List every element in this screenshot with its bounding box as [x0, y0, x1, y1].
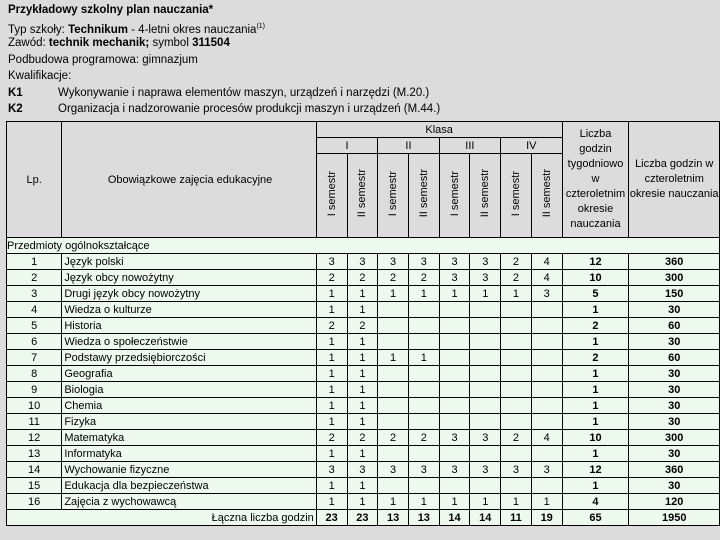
row-number: 6 [7, 334, 62, 350]
semester-total: 23 [347, 510, 378, 526]
curriculum-table [6, 121, 720, 526]
semester-hours: 3 [470, 462, 501, 478]
subject-name: Wiedza o społeczeństwie [62, 334, 316, 350]
semester-hours: 1 [439, 494, 470, 510]
semester-hours: 1 [316, 382, 347, 398]
total-hours: 60 [629, 350, 720, 366]
semester-hours [470, 446, 501, 462]
weekly-hours: 1 [562, 398, 629, 414]
semester-hours: 2 [408, 270, 439, 286]
semester-hours [408, 446, 439, 462]
semester-hours [439, 318, 470, 334]
semester-hours: 3 [439, 430, 470, 446]
row-number: 14 [7, 462, 62, 478]
semester-hours: 3 [439, 270, 470, 286]
semester-hours: 3 [439, 462, 470, 478]
semester-hours: 3 [470, 270, 501, 286]
semester-hours [408, 366, 439, 382]
total-hours: 30 [629, 398, 720, 414]
table-row [7, 494, 720, 510]
semester-hours [501, 398, 532, 414]
semester-hours [501, 446, 532, 462]
semester-hours: 2 [347, 270, 378, 286]
weekly-hours: 1 [562, 334, 629, 350]
class-header: II [378, 138, 439, 154]
semester-hours: 2 [347, 430, 378, 446]
semester-header: I semestr [439, 154, 470, 238]
semester-hours: 3 [470, 430, 501, 446]
semester-hours: 1 [408, 350, 439, 366]
class-header: I [316, 138, 377, 154]
semester-hours [470, 398, 501, 414]
semester-hours [439, 398, 470, 414]
semester-hours [439, 414, 470, 430]
semester-hours [439, 350, 470, 366]
semester-header: II semestr [531, 154, 562, 238]
row-number: 5 [7, 318, 62, 334]
grand-total: 1950 [629, 510, 720, 526]
semester-hours [531, 382, 562, 398]
total-hours: 30 [629, 446, 720, 462]
subject-name: Zajęcia z wychowawcą [62, 494, 316, 510]
qualifications-label: Kwalifikacje: [8, 70, 72, 82]
table-row [7, 350, 720, 366]
subject-name: Historia [62, 318, 316, 334]
semester-header: II semestr [470, 154, 501, 238]
row-number: 16 [7, 494, 62, 510]
semester-hours [501, 334, 532, 350]
weekly-hours: 1 [562, 478, 629, 494]
total-hours: 120 [629, 494, 720, 510]
semester-total: 11 [501, 510, 532, 526]
total-hours: 30 [629, 478, 720, 494]
row-number: 7 [7, 350, 62, 366]
semester-hours: 3 [316, 462, 347, 478]
row-number: 11 [7, 414, 62, 430]
semester-hours: 1 [408, 494, 439, 510]
semester-hours: 3 [347, 254, 378, 270]
row-number: 9 [7, 382, 62, 398]
subject-name: Fizyka [62, 414, 316, 430]
semester-hours [378, 446, 409, 462]
row-number: 13 [7, 446, 62, 462]
semester-hours: 1 [347, 302, 378, 318]
semester-hours [501, 366, 532, 382]
semester-hours [501, 414, 532, 430]
semester-hours: 1 [531, 494, 562, 510]
semester-hours: 2 [347, 318, 378, 334]
semester-hours [470, 334, 501, 350]
semester-hours: 1 [347, 398, 378, 414]
semester-hours: 1 [316, 334, 347, 350]
semester-hours [531, 302, 562, 318]
semester-header: I semestr [316, 154, 347, 238]
semester-hours [439, 382, 470, 398]
semester-hours: 1 [316, 302, 347, 318]
semester-hours: 1 [439, 286, 470, 302]
semester-total: 13 [378, 510, 409, 526]
semester-total: 23 [316, 510, 347, 526]
semester-hours: 1 [316, 478, 347, 494]
weekly-hours: 2 [562, 350, 629, 366]
semester-hours: 1 [316, 414, 347, 430]
semester-hours [501, 478, 532, 494]
total-row [7, 510, 720, 526]
semester-hours: 2 [378, 270, 409, 286]
col-header-total: Liczba godzin w czteroletnim okresie nauczania [629, 122, 720, 238]
weekly-hours: 10 [562, 270, 629, 286]
semester-hours [439, 366, 470, 382]
semester-hours: 1 [347, 334, 378, 350]
semester-hours: 1 [347, 494, 378, 510]
total-hours: 60 [629, 318, 720, 334]
plan-header [8, 2, 708, 118]
semester-hours: 2 [378, 430, 409, 446]
subject-name: Język polski [62, 254, 316, 270]
semester-hours: 2 [316, 270, 347, 286]
semester-hours [408, 318, 439, 334]
weekly-hours: 4 [562, 494, 629, 510]
school-type-line: Typ szkoły: Technikum - 4-letni okres nauczania$^{(1)}$ [8, 22, 265, 36]
program-base: Podbudowa programowa: gimnazjum [8, 53, 198, 66]
subject-name: Podstawy przedsiębiorczości [62, 350, 316, 366]
total-hours: 300 [629, 270, 720, 286]
semester-hours [439, 334, 470, 350]
row-number: 10 [7, 398, 62, 414]
weekly-hours: 1 [562, 382, 629, 398]
table-row [7, 446, 720, 462]
semester-hours: 1 [378, 286, 409, 302]
semester-hours [408, 302, 439, 318]
table-row [7, 398, 720, 414]
table-row [7, 302, 720, 318]
total-hours: 30 [629, 382, 720, 398]
semester-hours [378, 334, 409, 350]
qualification-k1: K1 Wykonywanie i naprawa elementów maszyn, urządzeń i narzędzi (M.20.) [8, 86, 430, 99]
table-row [7, 286, 720, 302]
semester-hours: 1 [408, 286, 439, 302]
total-hours: 30 [629, 334, 720, 350]
semester-hours: 3 [408, 462, 439, 478]
semester-hours [470, 366, 501, 382]
row-number: 8 [7, 366, 62, 382]
semester-hours [439, 478, 470, 494]
semester-header: II semestr [408, 154, 439, 238]
section-general-subjects: Przedmioty ogólnokształcące [7, 238, 720, 254]
semester-hours: 3 [439, 254, 470, 270]
semester-hours [408, 398, 439, 414]
semester-hours [531, 398, 562, 414]
weekly-hours: 12 [562, 462, 629, 478]
semester-hours [378, 302, 409, 318]
subject-name: Wiedza o kulturze [62, 302, 316, 318]
semester-total: 13 [408, 510, 439, 526]
total-hours: 300 [629, 430, 720, 446]
subject-name: Edukacja dla bezpieczeństwa [62, 478, 316, 494]
subject-name: Informatyka [62, 446, 316, 462]
class-header: III [439, 138, 500, 154]
semester-hours [439, 302, 470, 318]
semester-hours: 1 [316, 446, 347, 462]
semester-hours [378, 398, 409, 414]
semester-hours [531, 414, 562, 430]
semester-hours: 4 [531, 430, 562, 446]
semester-hours [501, 318, 532, 334]
semester-header: I semestr [378, 154, 409, 238]
semester-hours: 4 [531, 254, 562, 270]
weekly-hours: 2 [562, 318, 629, 334]
row-number: 1 [7, 254, 62, 270]
semester-hours [378, 478, 409, 494]
profession-line: Zawód: technik mechanik; symbol 311504 [8, 37, 230, 49]
subject-name: Drugi język obcy nowożytny [62, 286, 316, 302]
row-number: 4 [7, 302, 62, 318]
subject-name: Geografia [62, 366, 316, 382]
semester-hours [408, 334, 439, 350]
subject-name: Język obcy nowożytny [62, 270, 316, 286]
semester-hours [470, 318, 501, 334]
weekly-hours: 1 [562, 366, 629, 382]
total-label: Łączna liczba godzin [7, 510, 317, 526]
semester-hours: 1 [470, 494, 501, 510]
subject-name: Biologia [62, 382, 316, 398]
total-hours: 30 [629, 302, 720, 318]
semester-hours: 2 [316, 430, 347, 446]
semester-hours: 1 [501, 286, 532, 302]
table-row [7, 430, 720, 446]
semester-hours [531, 446, 562, 462]
semester-hours [531, 350, 562, 366]
semester-hours: 1 [347, 478, 378, 494]
semester-hours: 2 [501, 270, 532, 286]
semester-total: 19 [531, 510, 562, 526]
weekly-hours: 1 [562, 414, 629, 430]
semester-hours [501, 302, 532, 318]
table-row [7, 462, 720, 478]
semester-hours [470, 302, 501, 318]
semester-hours: 3 [470, 254, 501, 270]
semester-hours [470, 350, 501, 366]
semester-total: 14 [470, 510, 501, 526]
weekly-total: 65 [562, 510, 629, 526]
semester-hours [470, 414, 501, 430]
row-number: 12 [7, 430, 62, 446]
class-header: IV [501, 138, 562, 154]
row-number: 2 [7, 270, 62, 286]
semester-hours [439, 446, 470, 462]
weekly-hours: 5 [562, 286, 629, 302]
semester-hours [378, 414, 409, 430]
table-row [7, 270, 720, 286]
semester-hours [501, 382, 532, 398]
semester-hours: 1 [316, 366, 347, 382]
semester-hours: 1 [347, 446, 378, 462]
semester-hours: 1 [316, 286, 347, 302]
semester-hours: 1 [316, 398, 347, 414]
semester-header: II semestr [347, 154, 378, 238]
semester-hours [531, 366, 562, 382]
table-row [7, 414, 720, 430]
semester-hours [531, 334, 562, 350]
table-row [7, 366, 720, 382]
semester-hours: 2 [501, 430, 532, 446]
semester-hours: 3 [408, 254, 439, 270]
document-title: Przykładowy szkolny plan nauczania* [8, 4, 214, 16]
semester-hours [408, 382, 439, 398]
semester-hours: 1 [347, 414, 378, 430]
semester-hours [408, 478, 439, 494]
semester-total: 14 [439, 510, 470, 526]
table-row [7, 318, 720, 334]
semester-hours: 1 [378, 350, 409, 366]
semester-hours: 2 [316, 318, 347, 334]
col-header-lp: Lp. [7, 122, 62, 238]
semester-hours: 3 [378, 254, 409, 270]
total-hours: 30 [629, 414, 720, 430]
semester-hours: 4 [531, 270, 562, 286]
semester-hours [470, 382, 501, 398]
semester-hours: 3 [531, 462, 562, 478]
qualification-k2: K2 Organizacja i nadzorowanie procesów produkcji maszyn i urządzeń (M.44.) [8, 103, 441, 115]
semester-hours: 3 [531, 286, 562, 302]
col-header-subjects: Obowiązkowe zajęcia edukacyjne [62, 122, 316, 238]
table-row [7, 382, 720, 398]
subject-name: Chemia [62, 398, 316, 414]
semester-hours [470, 478, 501, 494]
semester-hours: 3 [316, 254, 347, 270]
weekly-hours: 1 [562, 302, 629, 318]
col-header-klasa: Klasa [316, 122, 562, 138]
semester-hours [531, 318, 562, 334]
row-number: 15 [7, 478, 62, 494]
total-hours: 360 [629, 254, 720, 270]
semester-hours: 1 [501, 494, 532, 510]
total-hours: 30 [629, 366, 720, 382]
semester-hours: 1 [316, 494, 347, 510]
table-row [7, 478, 720, 494]
semester-hours: 1 [470, 286, 501, 302]
weekly-hours: 1 [562, 446, 629, 462]
table-row [7, 334, 720, 350]
col-header-weekly: Liczba godzin tygodniowo w czteroletnim okresie nauczania [562, 122, 629, 238]
semester-hours: 3 [378, 462, 409, 478]
table-row [7, 254, 720, 270]
row-number: 3 [7, 286, 62, 302]
weekly-hours: 12 [562, 254, 629, 270]
semester-hours: 3 [347, 462, 378, 478]
total-hours: 150 [629, 286, 720, 302]
subject-name: Wychowanie fizyczne [62, 462, 316, 478]
semester-hours [378, 318, 409, 334]
semester-hours [408, 414, 439, 430]
semester-hours: 1 [347, 382, 378, 398]
semester-hours [501, 350, 532, 366]
semester-hours: 2 [501, 254, 532, 270]
semester-hours: 2 [408, 430, 439, 446]
semester-hours: 1 [347, 366, 378, 382]
semester-hours: 3 [501, 462, 532, 478]
semester-hours [531, 478, 562, 494]
semester-hours [378, 382, 409, 398]
subject-name: Matematyka [62, 430, 316, 446]
semester-hours: 1 [378, 494, 409, 510]
semester-hours [378, 366, 409, 382]
semester-header: I semestr [501, 154, 532, 238]
total-hours: 360 [629, 462, 720, 478]
semester-hours: 1 [347, 286, 378, 302]
semester-hours: 1 [347, 350, 378, 366]
semester-hours: 1 [316, 350, 347, 366]
weekly-hours: 10 [562, 430, 629, 446]
